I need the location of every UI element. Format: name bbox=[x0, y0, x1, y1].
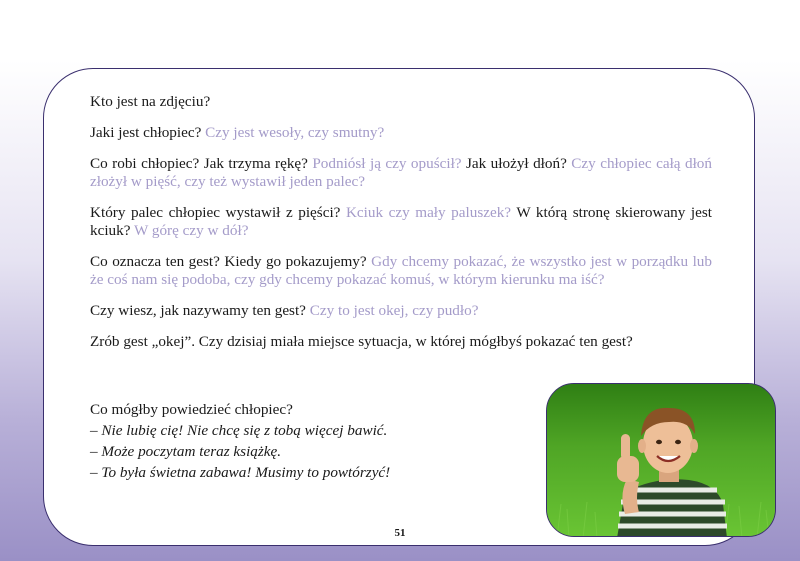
hint-text: Podniósł ją czy opuścił? bbox=[312, 155, 462, 172]
page-number: 51 bbox=[394, 527, 406, 539]
question-2: Jaki jest chłopiec? Czy jest wesoły, czy smutny? bbox=[90, 124, 385, 141]
photo-illustration bbox=[547, 384, 776, 537]
question-6: Czy wiesz, jak nazywamy ten gest? Czy to jest okej, czy pudło? bbox=[90, 302, 479, 319]
boy-thumbs-up-photo bbox=[546, 383, 776, 537]
dialogue-block bbox=[90, 399, 520, 483]
question-4: Który palec chłopiec wystawił z pięści? Kciuk czy mały paluszek? W którą stronę skierowany jest kciuk? W górę czy w dół? bbox=[90, 204, 713, 239]
hint-text: Kciuk czy mały paluszek? bbox=[345, 204, 512, 221]
dialogue-option: – Może poczytam teraz książkę. bbox=[90, 443, 282, 460]
question-7: Zrób gest „okej”. Czy dzisiaj miała miejsce sytuacja, w której mógłbyś pokazać ten gest? bbox=[90, 333, 633, 350]
hint-text: W górę czy w dół? bbox=[134, 222, 249, 239]
question-3: Co robi chłopiec? Jak trzyma rękę? Podniósł ją czy opuścił? Jak ułożył dłoń? Czy chłopiec całą dłoń złożył w pięść, czy też wystawił jeden palec? bbox=[90, 155, 712, 190]
hint-text: Gdy chcemy pokazać, że wszystko jest w porządku lub że coś nam się podoba, czy gdy chcemy pokazać komuś, w którym kierunku ma iść? bbox=[90, 253, 712, 288]
questions-block bbox=[90, 93, 712, 364]
question-1: Kto jest na zdjęciu? bbox=[90, 93, 211, 110]
hint-text: Czy jest wesoły, czy smutny? bbox=[205, 124, 385, 141]
dialogue-option: – Nie lubię cię! Nie chcę się z tobą więcej bawić. bbox=[90, 422, 388, 439]
question-5: Co oznacza ten gest? Kiedy go pokazujemy? Gdy chcemy pokazać, że wszystko jest w porządku lub że coś nam się podoba, czy gdy chcemy pokazać komuś, w którym kierunku ma iść? bbox=[90, 253, 712, 288]
hint-text: Czy to jest okej, czy pudło? bbox=[309, 302, 479, 319]
dialogue-prompt: Co mógłby powiedzieć chłopiec? bbox=[90, 401, 293, 418]
dialogue-option: – To była świetna zabawa! Musimy to powtórzyć! bbox=[90, 464, 391, 481]
hint-text: Czy chłopiec całą dłoń złożył w pięść, czy też wystawił jeden palec? bbox=[90, 155, 712, 190]
